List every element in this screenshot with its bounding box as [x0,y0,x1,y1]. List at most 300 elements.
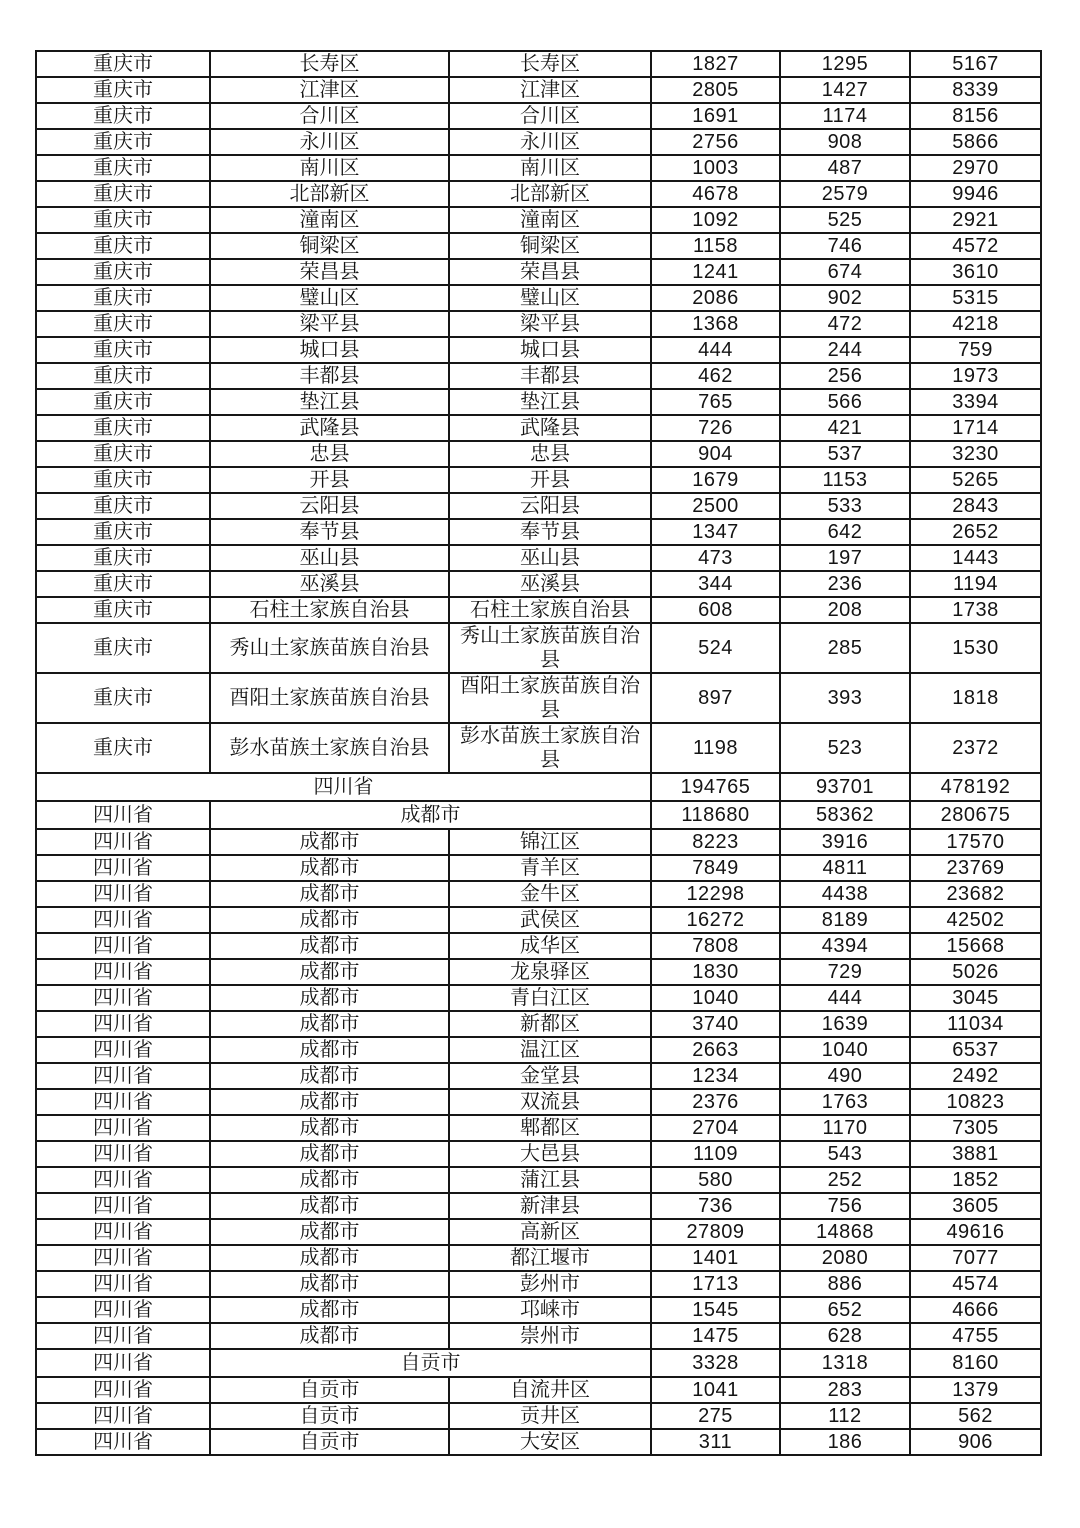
statistics-table-body [36,51,1041,1455]
cell-province: 重庆市 [36,545,210,571]
cell-value-3: 9946 [910,181,1041,207]
cell-district: 新津县 [449,1193,651,1219]
cell-value-1: 444 [651,337,780,363]
cell-value-2: 236 [780,571,910,597]
cell-province: 四川省 [36,1349,210,1377]
cell-province: 四川省 [36,855,210,881]
cell-city: 成都市 [210,1245,449,1271]
cell-value-2: 285 [780,623,910,673]
cell-city: 成都市 [210,1297,449,1323]
table-row [36,1377,1041,1403]
cell-value-1: 3328 [651,1349,780,1377]
cell-city: 云阳县 [210,493,449,519]
cell-value-2: 490 [780,1063,910,1089]
cell-value-2: 256 [780,363,910,389]
cell-city: 成都市 [210,1089,449,1115]
cell-province: 四川省 [36,1193,210,1219]
cell-value-3: 5167 [910,51,1041,77]
cell-district: 郫都区 [449,1115,651,1141]
cell-province: 四川省 [36,907,210,933]
cell-value-3: 2921 [910,207,1041,233]
cell-district: 潼南区 [449,207,651,233]
table-row [36,1245,1041,1271]
cell-district: 开县 [449,467,651,493]
cell-district: 金牛区 [449,881,651,907]
cell-value-2: 444 [780,985,910,1011]
cell-city: 南川区 [210,155,449,181]
cell-value-3: 1818 [910,673,1041,723]
cell-province: 重庆市 [36,415,210,441]
cell-province: 重庆市 [36,233,210,259]
table-row [36,415,1041,441]
cell-value-2: 93701 [780,773,910,801]
cell-city: 成都市 [210,801,651,829]
cell-city: 成都市 [210,1271,449,1297]
cell-province: 四川省 [36,829,210,855]
table-row [36,467,1041,493]
cell-province: 重庆市 [36,129,210,155]
table-row [36,1403,1041,1429]
cell-district: 奉节县 [449,519,651,545]
cell-value-1: 12298 [651,881,780,907]
table-row [36,233,1041,259]
cell-value-1: 2805 [651,77,780,103]
cell-value-3: 3230 [910,441,1041,467]
table-row [36,181,1041,207]
cell-city: 成都市 [210,985,449,1011]
table-row [36,623,1041,673]
cell-district: 自流井区 [449,1377,651,1403]
cell-value-1: 4678 [651,181,780,207]
cell-city: 永川区 [210,129,449,155]
cell-value-2: 1174 [780,103,910,129]
table-row [36,51,1041,77]
table-row [36,933,1041,959]
table-row [36,311,1041,337]
cell-value-2: 2579 [780,181,910,207]
cell-value-2: 2080 [780,1245,910,1271]
cell-district: 荣昌县 [449,259,651,285]
cell-district: 忠县 [449,441,651,467]
cell-province: 重庆市 [36,311,210,337]
cell-district: 高新区 [449,1219,651,1245]
cell-value-2: 1639 [780,1011,910,1037]
cell-city: 丰都县 [210,363,449,389]
cell-district: 彭州市 [449,1271,651,1297]
cell-province: 重庆市 [36,337,210,363]
table-row [36,493,1041,519]
cell-city: 城口县 [210,337,449,363]
cell-value-2: 421 [780,415,910,441]
cell-value-3: 280675 [910,801,1041,829]
cell-value-3: 1738 [910,597,1041,623]
cell-value-2: 1040 [780,1037,910,1063]
cell-value-1: 736 [651,1193,780,1219]
cell-district: 新都区 [449,1011,651,1037]
cell-value-3: 5265 [910,467,1041,493]
cell-city: 铜梁区 [210,233,449,259]
cell-value-1: 1234 [651,1063,780,1089]
cell-value-1: 765 [651,389,780,415]
cell-province: 四川省 [36,1429,210,1455]
cell-district: 锦江区 [449,829,651,855]
cell-city: 成都市 [210,829,449,855]
cell-province: 重庆市 [36,597,210,623]
cell-value-1: 1040 [651,985,780,1011]
cell-value-1: 608 [651,597,780,623]
cell-value-3: 10823 [910,1089,1041,1115]
cell-value-3: 759 [910,337,1041,363]
cell-city: 北部新区 [210,181,449,207]
statistics-table [35,50,1042,1456]
table-row [36,1219,1041,1245]
cell-value-3: 8156 [910,103,1041,129]
cell-value-2: 4438 [780,881,910,907]
cell-value-3: 49616 [910,1219,1041,1245]
cell-value-2: 674 [780,259,910,285]
cell-district: 贡井区 [449,1403,651,1429]
cell-district: 江津区 [449,77,651,103]
cell-value-3: 2492 [910,1063,1041,1089]
table-row [36,1323,1041,1349]
cell-city: 潼南区 [210,207,449,233]
cell-value-1: 2376 [651,1089,780,1115]
cell-value-3: 17570 [910,829,1041,855]
cell-city: 自贡市 [210,1429,449,1455]
cell-city: 自贡市 [210,1349,651,1377]
cell-value-1: 275 [651,1403,780,1429]
table-row [36,1037,1041,1063]
table-row [36,571,1041,597]
table-row [36,207,1041,233]
cell-value-3: 8339 [910,77,1041,103]
table-row [36,881,1041,907]
cell-value-1: 1041 [651,1377,780,1403]
cell-value-1: 1691 [651,103,780,129]
table-row [36,773,1041,801]
cell-city: 武隆县 [210,415,449,441]
table-row [36,959,1041,985]
cell-value-3: 4574 [910,1271,1041,1297]
cell-value-3: 15668 [910,933,1041,959]
table-row [36,441,1041,467]
table-row [36,985,1041,1011]
table-row [36,801,1041,829]
cell-value-3: 2970 [910,155,1041,181]
cell-value-2: 244 [780,337,910,363]
cell-value-2: 729 [780,959,910,985]
cell-district: 璧山区 [449,285,651,311]
cell-district: 武侯区 [449,907,651,933]
cell-value-2: 186 [780,1429,910,1455]
table-row [36,155,1041,181]
cell-city: 成都市 [210,1193,449,1219]
cell-district: 大安区 [449,1429,651,1455]
cell-city: 忠县 [210,441,449,467]
cell-city: 成都市 [210,1219,449,1245]
cell-city: 成都市 [210,855,449,881]
cell-province: 重庆市 [36,363,210,389]
cell-value-2: 58362 [780,801,910,829]
cell-city: 垫江县 [210,389,449,415]
cell-district: 北部新区 [449,181,651,207]
cell-province: 重庆市 [36,493,210,519]
cell-value-1: 1347 [651,519,780,545]
cell-value-3: 23769 [910,855,1041,881]
table-row [36,1011,1041,1037]
cell-city: 彭水苗族土家族自治县 [210,723,449,773]
cell-district: 邛崃市 [449,1297,651,1323]
cell-district: 蒲江县 [449,1167,651,1193]
table-row [36,1167,1041,1193]
cell-province: 重庆市 [36,571,210,597]
cell-value-2: 487 [780,155,910,181]
cell-province: 四川省 [36,773,651,801]
cell-district: 成华区 [449,933,651,959]
cell-district: 秀山土家族苗族自治县 [449,623,651,673]
cell-province: 重庆市 [36,519,210,545]
cell-value-1: 1003 [651,155,780,181]
cell-value-2: 902 [780,285,910,311]
cell-value-2: 533 [780,493,910,519]
cell-value-1: 7808 [651,933,780,959]
cell-value-2: 652 [780,1297,910,1323]
cell-province: 四川省 [36,1089,210,1115]
cell-value-2: 1295 [780,51,910,77]
cell-value-1: 1368 [651,311,780,337]
cell-province: 四川省 [36,1063,210,1089]
table-row [36,545,1041,571]
cell-province: 重庆市 [36,181,210,207]
cell-value-3: 3605 [910,1193,1041,1219]
cell-value-3: 1852 [910,1167,1041,1193]
cell-city: 开县 [210,467,449,493]
cell-value-3: 6537 [910,1037,1041,1063]
cell-value-3: 8160 [910,1349,1041,1377]
cell-value-2: 283 [780,1377,910,1403]
cell-value-1: 3740 [651,1011,780,1037]
cell-value-1: 118680 [651,801,780,829]
cell-province: 重庆市 [36,673,210,723]
table-row [36,129,1041,155]
cell-value-2: 886 [780,1271,910,1297]
cell-value-1: 1401 [651,1245,780,1271]
cell-value-1: 311 [651,1429,780,1455]
cell-value-3: 5026 [910,959,1041,985]
cell-value-2: 628 [780,1323,910,1349]
cell-city: 成都市 [210,1115,449,1141]
table-row [36,389,1041,415]
cell-province: 四川省 [36,1115,210,1141]
cell-value-2: 642 [780,519,910,545]
cell-value-3: 4218 [910,311,1041,337]
cell-value-3: 5315 [910,285,1041,311]
cell-district: 龙泉驿区 [449,959,651,985]
cell-value-1: 904 [651,441,780,467]
cell-value-3: 42502 [910,907,1041,933]
cell-value-3: 1443 [910,545,1041,571]
cell-value-2: 252 [780,1167,910,1193]
cell-province: 重庆市 [36,259,210,285]
cell-province: 重庆市 [36,723,210,773]
cell-city: 成都市 [210,1063,449,1089]
cell-value-1: 1679 [651,467,780,493]
table-row [36,829,1041,855]
cell-value-1: 1830 [651,959,780,985]
cell-value-1: 8223 [651,829,780,855]
cell-province: 重庆市 [36,77,210,103]
cell-value-3: 2652 [910,519,1041,545]
cell-value-1: 1198 [651,723,780,773]
cell-value-3: 1714 [910,415,1041,441]
cell-province: 重庆市 [36,103,210,129]
table-row [36,259,1041,285]
cell-city: 成都市 [210,933,449,959]
cell-district: 石柱土家族自治县 [449,597,651,623]
table-row [36,1349,1041,1377]
cell-province: 四川省 [36,1141,210,1167]
cell-value-3: 1194 [910,571,1041,597]
cell-value-2: 112 [780,1403,910,1429]
cell-district: 都江堰市 [449,1245,651,1271]
cell-province: 四川省 [36,933,210,959]
cell-value-1: 1241 [651,259,780,285]
cell-province: 四川省 [36,1037,210,1063]
cell-value-1: 7849 [651,855,780,881]
cell-district: 双流县 [449,1089,651,1115]
cell-district: 丰都县 [449,363,651,389]
cell-value-1: 524 [651,623,780,673]
table-row [36,855,1041,881]
cell-city: 巫山县 [210,545,449,571]
cell-value-1: 2663 [651,1037,780,1063]
cell-value-3: 11034 [910,1011,1041,1037]
cell-value-3: 7077 [910,1245,1041,1271]
cell-value-1: 1713 [651,1271,780,1297]
cell-province: 重庆市 [36,441,210,467]
cell-value-3: 5866 [910,129,1041,155]
cell-province: 重庆市 [36,207,210,233]
table-row [36,597,1041,623]
cell-city: 成都市 [210,1141,449,1167]
cell-value-1: 473 [651,545,780,571]
cell-value-1: 1545 [651,1297,780,1323]
cell-district: 彭水苗族土家族自治县 [449,723,651,773]
cell-value-3: 906 [910,1429,1041,1455]
cell-value-2: 566 [780,389,910,415]
cell-value-3: 3881 [910,1141,1041,1167]
cell-province: 重庆市 [36,285,210,311]
cell-district: 巫山县 [449,545,651,571]
cell-value-1: 194765 [651,773,780,801]
cell-value-1: 2086 [651,285,780,311]
cell-province: 重庆市 [36,467,210,493]
cell-district: 青白江区 [449,985,651,1011]
cell-value-1: 726 [651,415,780,441]
cell-value-2: 8189 [780,907,910,933]
cell-district: 南川区 [449,155,651,181]
cell-value-3: 23682 [910,881,1041,907]
cell-value-2: 393 [780,673,910,723]
cell-value-3: 3394 [910,389,1041,415]
cell-district: 崇州市 [449,1323,651,1349]
cell-city: 成都市 [210,881,449,907]
cell-value-3: 2372 [910,723,1041,773]
table-row [36,1297,1041,1323]
table-row [36,723,1041,773]
cell-city: 璧山区 [210,285,449,311]
cell-value-3: 1379 [910,1377,1041,1403]
cell-value-2: 525 [780,207,910,233]
cell-value-2: 756 [780,1193,910,1219]
cell-province: 重庆市 [36,51,210,77]
cell-district: 巫溪县 [449,571,651,597]
cell-district: 酉阳土家族苗族自治县 [449,673,651,723]
table-row [36,337,1041,363]
cell-value-3: 3610 [910,259,1041,285]
cell-province: 四川省 [36,1323,210,1349]
cell-district: 温江区 [449,1037,651,1063]
table-row [36,519,1041,545]
cell-province: 重庆市 [36,155,210,181]
cell-value-1: 1158 [651,233,780,259]
cell-city: 成都市 [210,1011,449,1037]
cell-value-1: 2756 [651,129,780,155]
table-row [36,1115,1041,1141]
table-row [36,1089,1041,1115]
cell-value-3: 4572 [910,233,1041,259]
cell-value-1: 1109 [651,1141,780,1167]
cell-value-2: 746 [780,233,910,259]
cell-value-1: 27809 [651,1219,780,1245]
cell-value-2: 4811 [780,855,910,881]
cell-city: 石柱土家族自治县 [210,597,449,623]
cell-value-2: 543 [780,1141,910,1167]
cell-value-2: 523 [780,723,910,773]
cell-city: 自贡市 [210,1377,449,1403]
cell-city: 奉节县 [210,519,449,545]
cell-district: 金堂县 [449,1063,651,1089]
table-row [36,77,1041,103]
cell-province: 重庆市 [36,623,210,673]
cell-value-2: 4394 [780,933,910,959]
cell-value-1: 1827 [651,51,780,77]
cell-value-2: 1318 [780,1349,910,1377]
cell-city: 梁平县 [210,311,449,337]
cell-province: 四川省 [36,1271,210,1297]
cell-province: 重庆市 [36,389,210,415]
cell-city: 长寿区 [210,51,449,77]
cell-value-2: 14868 [780,1219,910,1245]
cell-city: 成都市 [210,907,449,933]
cell-value-1: 897 [651,673,780,723]
cell-province: 四川省 [36,1377,210,1403]
cell-city: 巫溪县 [210,571,449,597]
cell-value-3: 2843 [910,493,1041,519]
cell-district: 永川区 [449,129,651,155]
cell-value-2: 1427 [780,77,910,103]
cell-province: 四川省 [36,1245,210,1271]
cell-value-1: 2500 [651,493,780,519]
cell-value-1: 1475 [651,1323,780,1349]
cell-value-3: 562 [910,1403,1041,1429]
cell-value-1: 2704 [651,1115,780,1141]
cell-value-2: 1153 [780,467,910,493]
cell-city: 自贡市 [210,1403,449,1429]
cell-value-3: 4755 [910,1323,1041,1349]
cell-province: 四川省 [36,801,210,829]
cell-value-2: 908 [780,129,910,155]
